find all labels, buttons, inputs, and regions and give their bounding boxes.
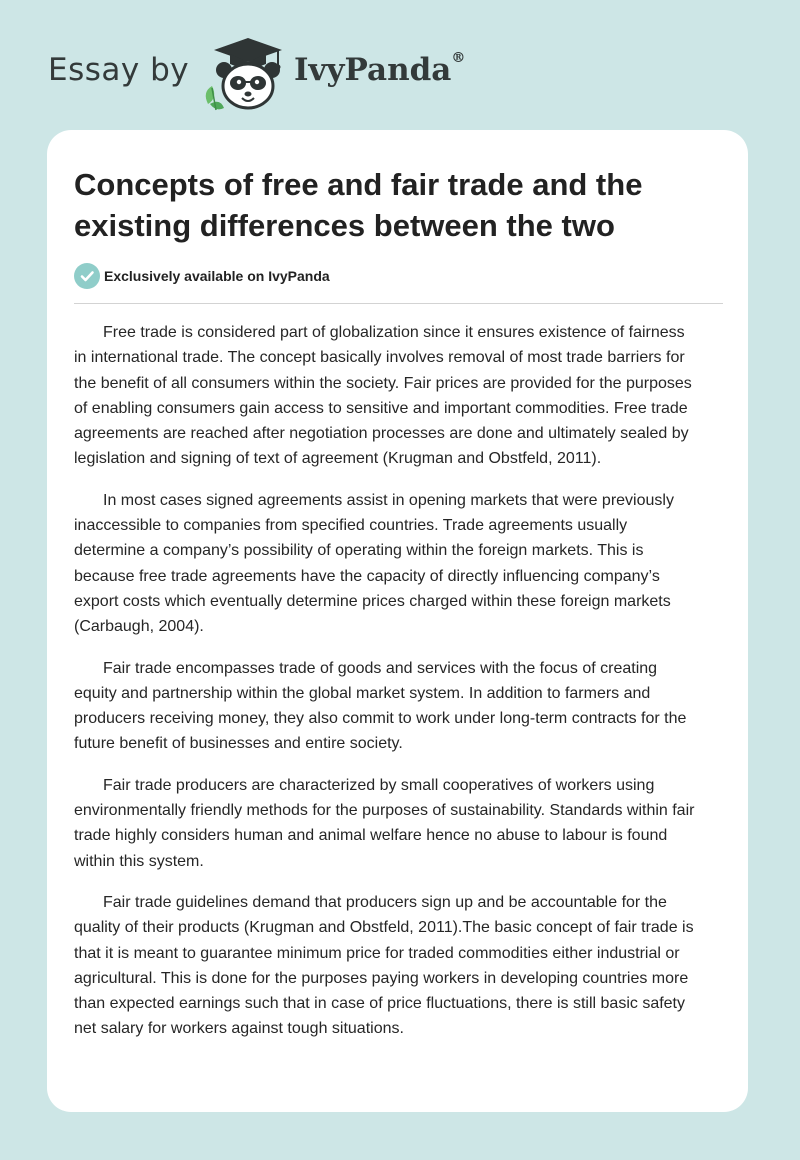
essay-title — [74, 164, 724, 246]
text-line: inaccessible to companies from specified countries. Trade agreements usually — [74, 517, 628, 535]
text-line: legislation and signing of text of agreement (Krugman and Obstfeld, 2011). — [74, 450, 602, 468]
paragraph — [74, 488, 724, 640]
essay-body — [74, 320, 724, 1058]
text-line: trade highly considers human and animal welfare hence no abuse to labour is found — [74, 827, 668, 845]
text-line: in international trade. The concept basically involves removal of most trade barriers for — [74, 349, 685, 367]
check-icon — [74, 263, 100, 289]
text-line: within this system. — [74, 852, 204, 870]
essay-card — [47, 130, 748, 1112]
text-line: equity and partnership within the global market system. In addition to farmers and — [74, 684, 651, 702]
brand-text: IvyPanda — [294, 52, 452, 88]
text-line: Free trade is considered part of globalization since it ensures existence of fairness — [103, 324, 685, 341]
paragraph — [74, 773, 724, 874]
title-line: existing differences between the two — [74, 208, 615, 243]
text-line: of enabling consumers gain access to sensitive and important commodities. Free trade — [74, 399, 688, 417]
text-line: environmentally friendly methods for the purposes of sustainability. Standards within fair — [74, 802, 695, 820]
trademark-symbol: ® — [451, 50, 466, 66]
text-line: In most cases signed agreements assist in opening markets that were previously — [103, 491, 674, 509]
text-line: determine a company’s possibility of operating within the foreign markets. This is — [74, 542, 644, 560]
text-line: that it is meant to guarantee minimum price for traded commodities either industrial or — [74, 944, 680, 962]
site-header — [0, 0, 800, 130]
text-line: agricultural. This is done for the purposes paying workers in developing countries more — [74, 969, 689, 987]
essay-by-label: Essay by — [48, 52, 190, 88]
text-line: (Carbaugh, 2004). — [74, 618, 204, 636]
paragraph — [74, 890, 724, 1042]
panda-logo-icon[interactable] — [198, 34, 290, 112]
text-line: export costs which eventually determine prices charged within these foreign markets — [74, 592, 671, 610]
text-line: agreements are reached after negotiation processes are done and ultimately sealed by — [74, 425, 689, 443]
text-line: producers receiving money, they also commit to work under long-term contracts for the — [74, 710, 687, 728]
text-line: Fair trade encompasses trade of goods and services with the focus of creating — [103, 659, 658, 677]
text-line: future benefit of businesses and entire society. — [74, 735, 403, 753]
paragraph — [74, 320, 724, 472]
text-line: than expected earnings such that in case of price fluctuations, there is still basic safety — [74, 995, 685, 1013]
text-line: quality of their products (Krugman and Obstfeld, 2011).The basic concept of fair trade is — [74, 919, 694, 937]
brand-name[interactable] — [294, 52, 465, 88]
text-line: because free trade agreements have the capacity of directly influencing company’s — [74, 567, 660, 585]
exclusive-label: Exclusively available on IvyPanda — [104, 268, 330, 284]
text-line: Fair trade guidelines demand that producers sign up and be accountable for the — [103, 893, 667, 911]
divider — [74, 303, 723, 304]
text-line: Fair trade producers are characterized by small cooperatives of workers using — [103, 776, 655, 794]
exclusive-badge — [74, 263, 330, 289]
paragraph — [74, 656, 724, 757]
text-line: the benefit of all consumers within the society. Fair prices are provided for the purposes — [74, 374, 692, 392]
title-line: Concepts of free and fair trade and the — [74, 167, 643, 202]
text-line: net salary for workers against tough situations. — [74, 1020, 404, 1038]
